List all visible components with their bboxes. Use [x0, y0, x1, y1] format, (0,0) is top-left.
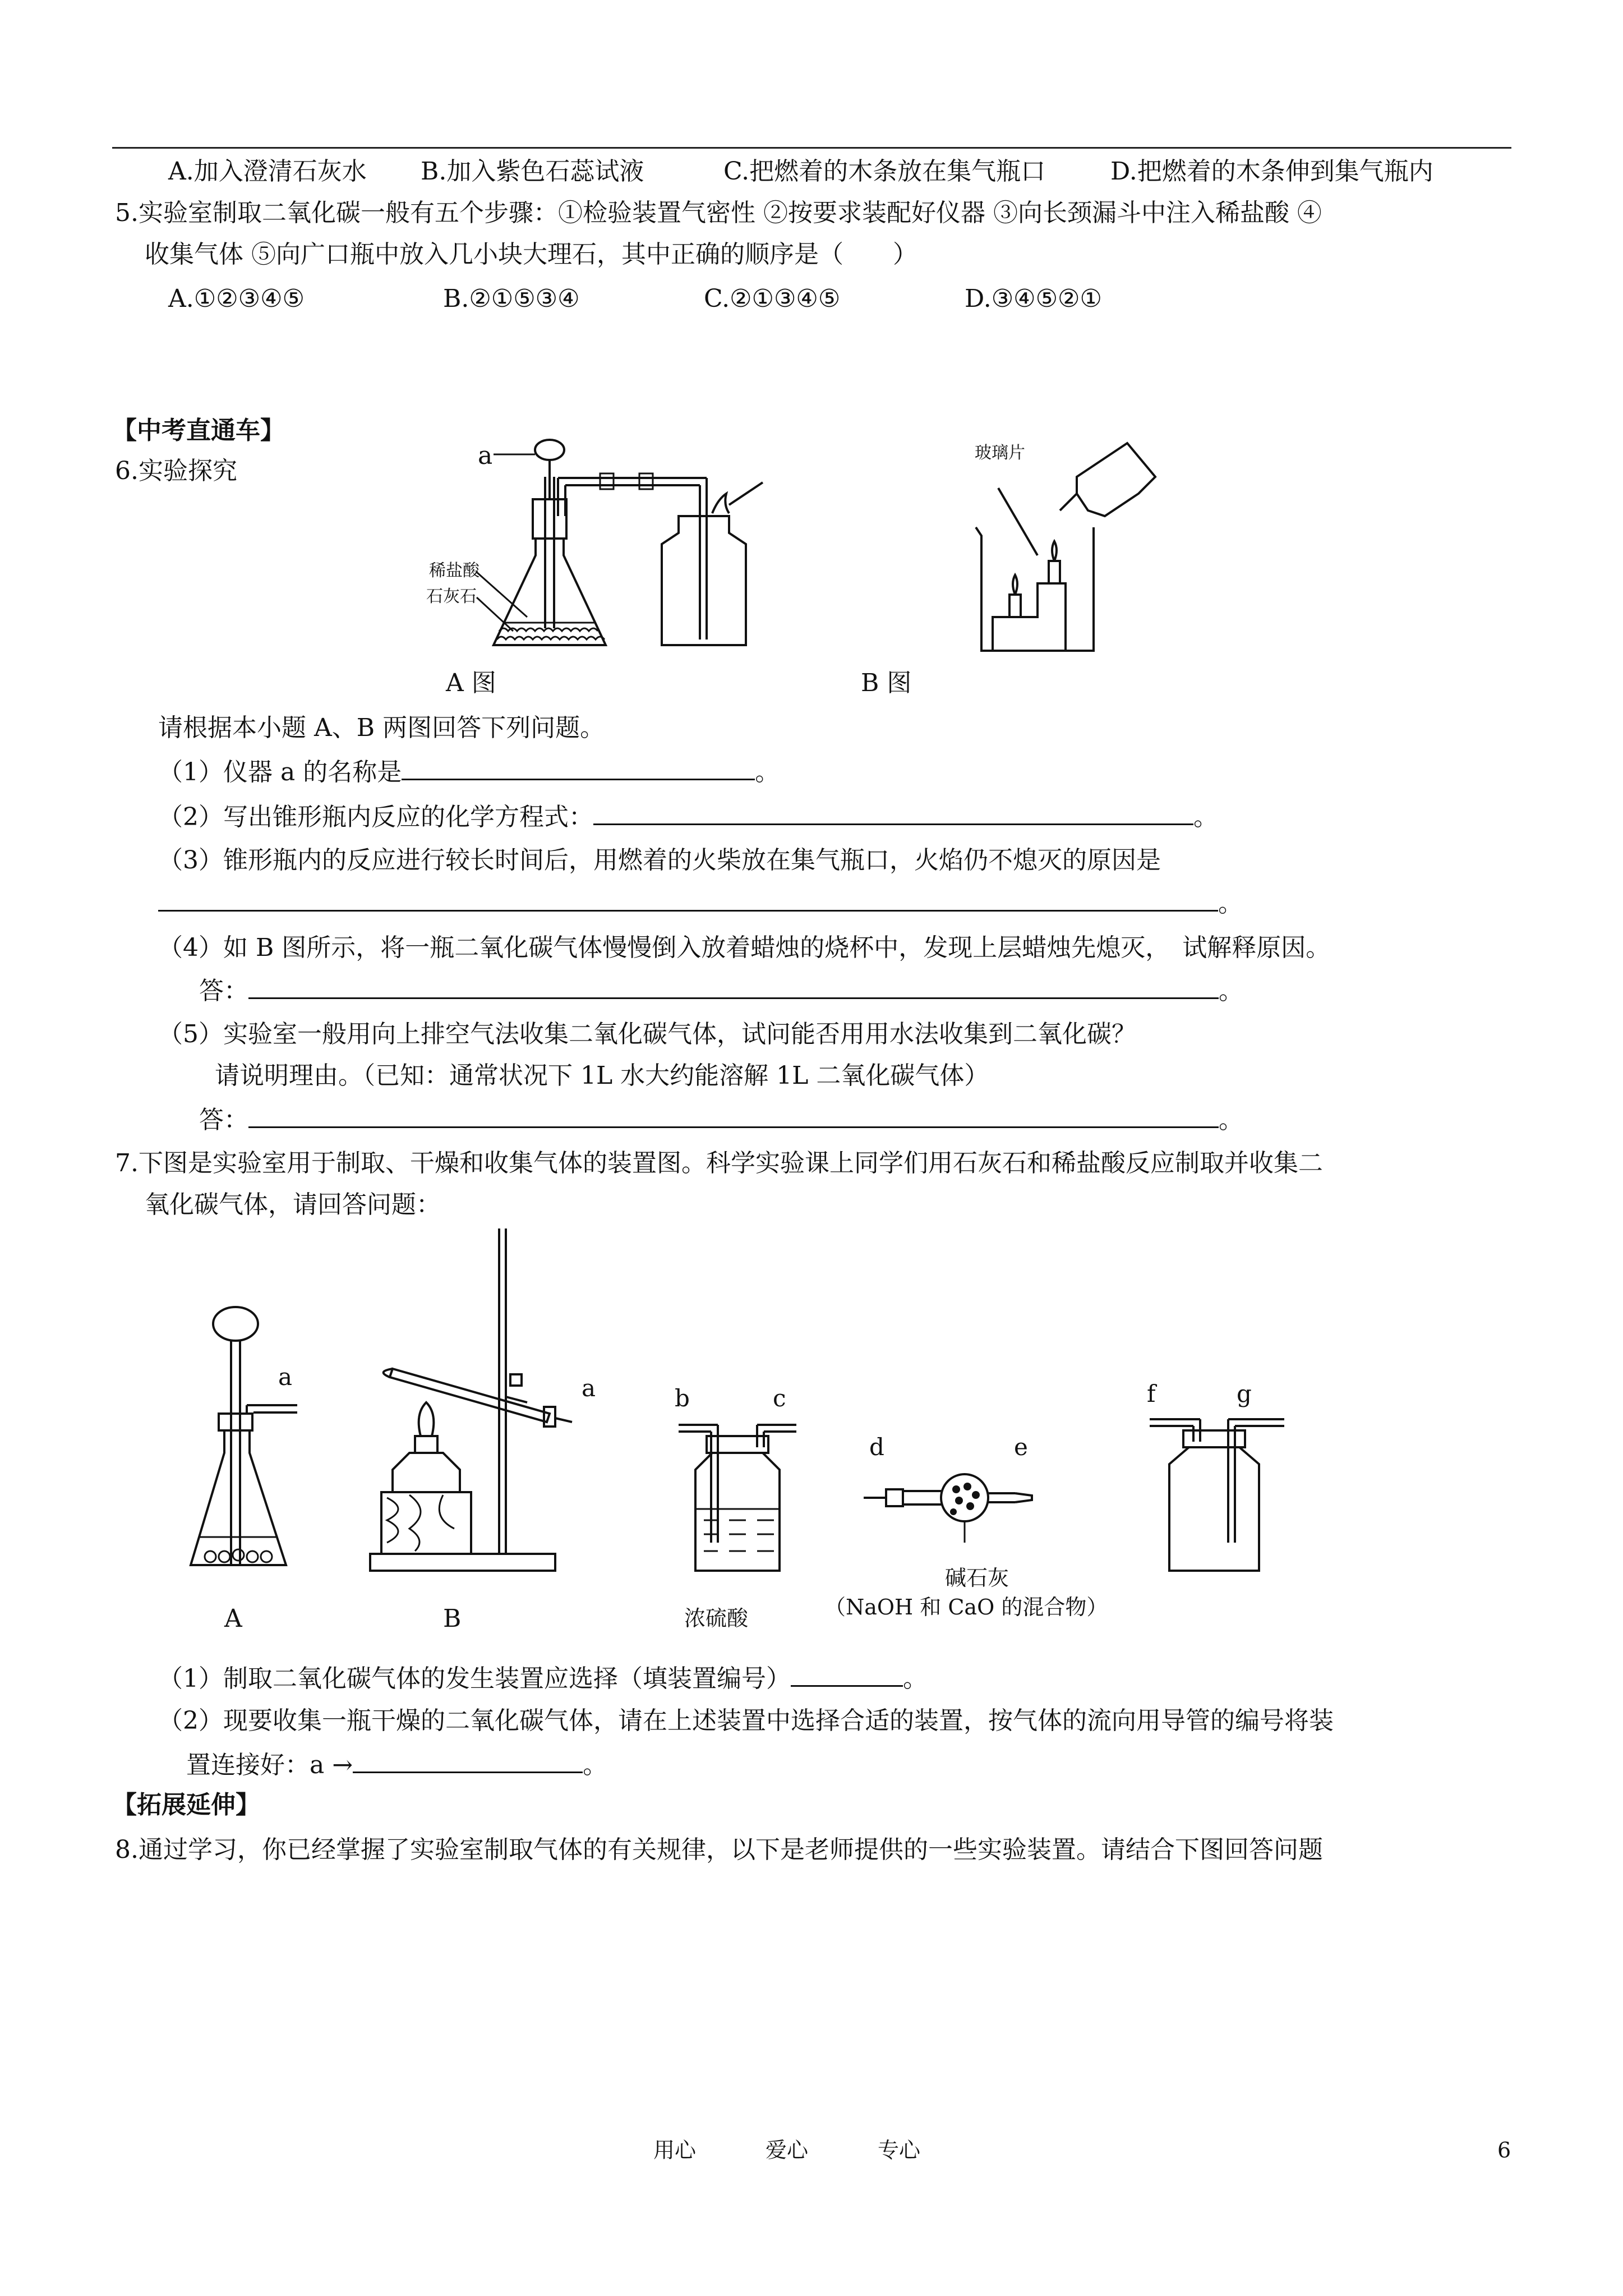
- header-rule: [112, 147, 1511, 149]
- q7-apparatus-b: [359, 1228, 606, 1593]
- footer-zhuanxin: 专心: [878, 2138, 921, 2162]
- q6-part3-period: 。: [1218, 889, 1243, 918]
- q6-intro: 请根据本小题 A、B 两图回答下列问题。: [158, 714, 605, 742]
- q6-part4-blank[interactable]: [248, 975, 1219, 999]
- q6-part2: [158, 801, 1218, 833]
- q7-e-label: e: [1014, 1433, 1028, 1461]
- q5-line2: 收集气体 ⑤向广口瓶中放入几小块大理石，其中正确的顺序是（ ）: [145, 240, 917, 269]
- q6-part5-answer: [199, 1104, 1243, 1136]
- section-heading-extension: 【拓展延伸】: [112, 1791, 260, 1819]
- footer-yongxin: 用心: [653, 2138, 697, 2162]
- q6-part2-text: （2）写出锥形瓶内反应的化学方程式：: [158, 803, 593, 831]
- q7-a2-label: a: [582, 1374, 596, 1402]
- figb-caption: B 图: [861, 669, 912, 697]
- q6-part4: （4）如 B 图所示，将一瓶二氧化碳气体慢慢倒入放着蜡烛的烧杯中，发现上层蜡烛先熄灭， 试解释原因。: [158, 933, 1331, 962]
- q6-figure-a: [415, 415, 796, 662]
- q7-part2-blank[interactable]: [353, 1749, 583, 1773]
- q7-caption-lime-mix: （NaOH 和 CaO 的混合物）: [824, 1595, 1108, 1619]
- q6-part5: （5）实验室一般用向上排空气法收集二氧化碳气体，试问能否用用水法收集到二氧化碳？: [158, 1020, 1136, 1048]
- q6-part4-period: 。: [1219, 977, 1243, 1005]
- q4-option-a: A.加入澄清石灰水: [168, 157, 367, 186]
- q7-apparatus-a: [185, 1301, 320, 1593]
- q4-option-c: C.把燃着的木条放在集气瓶口: [723, 157, 1046, 186]
- figa-label-a: a: [478, 441, 493, 470]
- q6-part5-b: 请说明理由。（已知：通常状况下 1L 水大约能溶解 1L 二氧化碳气体）: [215, 1061, 989, 1090]
- q7-part1-period: 。: [903, 1664, 928, 1693]
- q7-caption-b: B: [443, 1604, 462, 1633]
- q7-part2-period: 。: [583, 1751, 608, 1779]
- q7-apparatus-drying-tube: [864, 1458, 1054, 1548]
- q7-g-label: g: [1237, 1380, 1252, 1407]
- q5-option-b: B.②①⑤③④: [443, 284, 580, 313]
- q5-option-a: A.①②③④⑤: [168, 284, 305, 313]
- q7-d-label: d: [869, 1433, 884, 1461]
- q8-line: 8.通过学习，你已经掌握了实验室制取气体的有关规律，以下是老师提供的一些实验装置。请结合下图回答问题: [115, 1835, 1323, 1864]
- figa-label-stone: 石灰石: [426, 587, 477, 606]
- q7-apparatus-washing-bottle: [673, 1414, 808, 1582]
- q6-part1-period: 。: [755, 758, 780, 786]
- q6-part3-blank[interactable]: [158, 887, 1218, 912]
- q5-option-d: D.③④⑤②①: [965, 284, 1102, 313]
- q7-part2-answer: [186, 1749, 607, 1781]
- q6-part1-text: （1）仪器 a 的名称是: [158, 758, 402, 786]
- figa-label-acid: 稀盐酸: [429, 561, 479, 581]
- q6-part3-answer: [158, 887, 1243, 919]
- q7-b-label: b: [675, 1384, 690, 1412]
- q6-part4-answer: [199, 975, 1243, 1007]
- q7-c-label: c: [773, 1384, 786, 1412]
- page-number: 6: [1497, 2138, 1511, 2162]
- q6-part3: （3）锥形瓶内的反应进行较长时间后，用燃着的火柴放在集气瓶口，火焰仍不熄灭的原因是: [158, 846, 1161, 875]
- q6-part1: [158, 756, 780, 788]
- section-heading-zhongkao: 【中考直通车】: [112, 416, 285, 445]
- q4-option-d: D.把燃着的木条伸到集气瓶内: [1110, 157, 1433, 186]
- q6-part5-period: 。: [1219, 1106, 1243, 1134]
- figa-caption: A 图: [446, 669, 496, 697]
- q5-line1: 5.实验室制取二氧化碳一般有五个步骤：①检验装置气密性 ②按要求装配好仪器 ③向长颈漏斗中注入稀盐酸 ④: [115, 199, 1322, 227]
- q6-part2-period: 。: [1193, 803, 1218, 831]
- q6-part2-blank[interactable]: [593, 801, 1193, 825]
- q6-title: 6.实验探究: [115, 457, 237, 485]
- q7-line2: 氧化碳气体，请回答问题：: [145, 1190, 441, 1219]
- q7-part2: （2）现要收集一瓶干燥的二氧化碳气体，请在上述装置中选择合适的装置，按气体的流向用导管的编号将装: [158, 1706, 1334, 1735]
- q7-caption-acid: 浓硫酸: [684, 1606, 749, 1631]
- figb-label-glass: 玻璃片: [975, 443, 1025, 463]
- q7-caption-lime: 碱石灰: [945, 1566, 1009, 1590]
- q6-part5-blank[interactable]: [248, 1104, 1219, 1128]
- footer-aixin: 爱心: [766, 2138, 809, 2162]
- q5-option-c: C.②①③④⑤: [704, 284, 841, 313]
- q7-part2-prefix: 置连接好：a →: [186, 1751, 353, 1779]
- q7-f-label: f: [1147, 1380, 1156, 1407]
- q7-caption-a: A: [224, 1604, 242, 1633]
- q7-a1-label: a: [278, 1363, 293, 1391]
- q7-line1: 7.下图是实验室用于制取、干燥和收集气体的装置图。科学实验课上同学们用石灰石和稀盐酸反应制取并收集二: [115, 1149, 1323, 1177]
- q6-part5-ans-label: 答：: [199, 1106, 248, 1134]
- q6-part1-blank[interactable]: [402, 756, 755, 780]
- q6-part4-ans-label: 答：: [199, 977, 248, 1005]
- q7-part1-text: （1）制取二氧化碳气体的发生装置应选择（填装置编号）: [158, 1664, 791, 1693]
- q7-part1: [158, 1663, 928, 1695]
- q7-part1-blank[interactable]: [791, 1663, 903, 1687]
- q4-option-b: B.加入紫色石蕊试液: [421, 157, 644, 186]
- q7-apparatus-collecting-bottle: [1144, 1408, 1290, 1582]
